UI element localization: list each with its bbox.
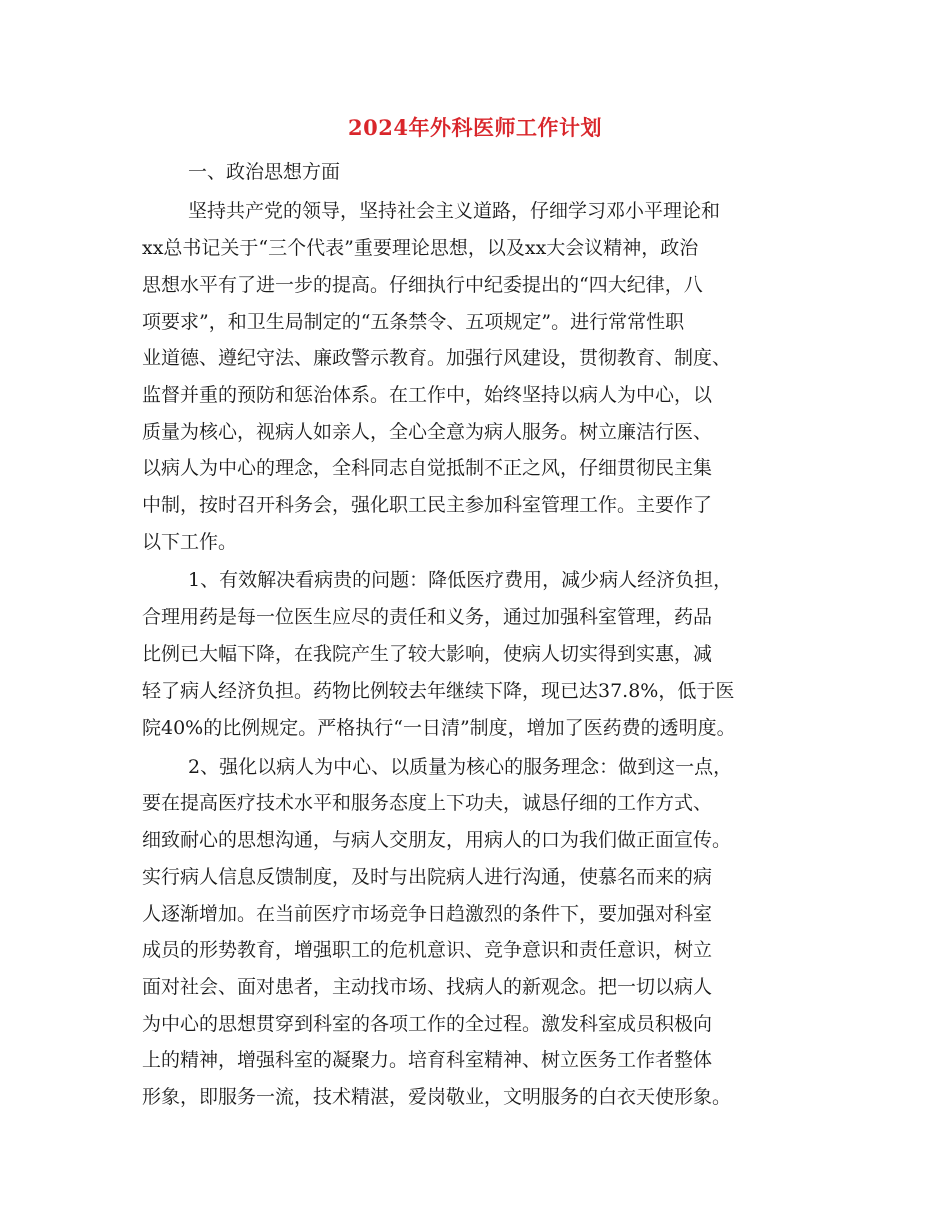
paragraph-line: 以病人为中心的理念，全科同志自觉抵制不正之风，仔细贯彻民主集: [142, 457, 713, 479]
paragraph-line: 形象，即服务一流，技术精湛，爱岗敬业，文明服务的白衣天使形象。: [142, 1086, 732, 1108]
paragraph-line: 2、强化以病人为中心、以质量为核心的服务理念：做到这一点，: [188, 756, 733, 778]
paragraph-line: 实行病人信息反馈制度，及时与出院病人进行沟通，使慕名而来的病: [142, 866, 713, 888]
paragraph-line: 1、有效解决看病贵的问题：降低医疗费用，减少病人经济负担，: [188, 569, 733, 591]
paragraph-line: 为中心的思想贯穿到科室的各项工作的全过程。激发科室成员积极向: [142, 1013, 713, 1035]
paragraph-line: 合理用药是每一位医生应尽的责任和义务，通过加强科室管理，药品: [142, 606, 713, 628]
paragraph-line: 人逐渐增加。在当前医疗市场竞争日趋激烈的条件下，要加强对科室: [142, 903, 713, 925]
paragraph-line: 监督并重的预防和惩治体系。在工作中，始终坚持以病人为中心，以: [142, 384, 713, 406]
section-heading: 一、政治思想方面: [188, 161, 341, 183]
document-title: 2024年外科医师工作计划: [348, 115, 602, 140]
paragraph-line: 坚持共产党的领导，坚持社会主义道路，仔细学习邓小平理论和: [188, 200, 721, 222]
paragraph-line: 中制，按时召开科务会，强化职工民主参加科室管理工作。主要作了: [142, 494, 713, 516]
paragraph-line: 质量为核心，视病人如亲人，全心全意为病人服务。树立廉洁行医、: [142, 421, 713, 443]
paragraph-line: 项要求”，和卫生局制定的“五条禁令、五项规定”。进行常常性职: [142, 311, 685, 333]
paragraph-line: 成员的形势教育，增强职工的危机意识、竞争意识和责任意识，树立: [142, 939, 713, 961]
paragraph-line: 以下工作。: [142, 531, 238, 553]
paragraph-line: 业道德、遵纪守法、廉政警示教育。加强行风建设，贯彻教育、制度、: [142, 347, 732, 369]
paragraph-line: 要在提高医疗技术水平和服务态度上下功夫，诚恳仔细的工作方式、: [142, 792, 713, 814]
paragraph-line: 思想水平有了进一步的提高。仔细执行中纪委提出的“四大纪律，八: [142, 274, 703, 296]
paragraph-line: 比例已大幅下降，在我院产生了较大影响，使病人切实得到实惠，减: [142, 643, 713, 665]
paragraph-line: 面对社会、面对患者，主动找市场、找病人的新观念。把一切以病人: [142, 976, 713, 998]
paragraph-line: 院40%的比例规定。严格执行“一日清”制度，增加了医药费的透明度。: [142, 717, 736, 739]
paragraph-line: xx总书记关于“三个代表”重要理论思想，以及xx大会议精神，政治: [142, 237, 699, 259]
paragraph-line: 轻了病人经济负担。药物比例较去年继续下降，现已达37.8%，低于医: [142, 680, 735, 702]
paragraph-line: 上的精神，增强科室的凝聚力。培育科室精神、树立医务工作者整体: [142, 1049, 713, 1071]
paragraph-line: 细致耐心的思想沟通，与病人交朋友，用病人的口为我们做正面宣传。: [142, 829, 732, 851]
